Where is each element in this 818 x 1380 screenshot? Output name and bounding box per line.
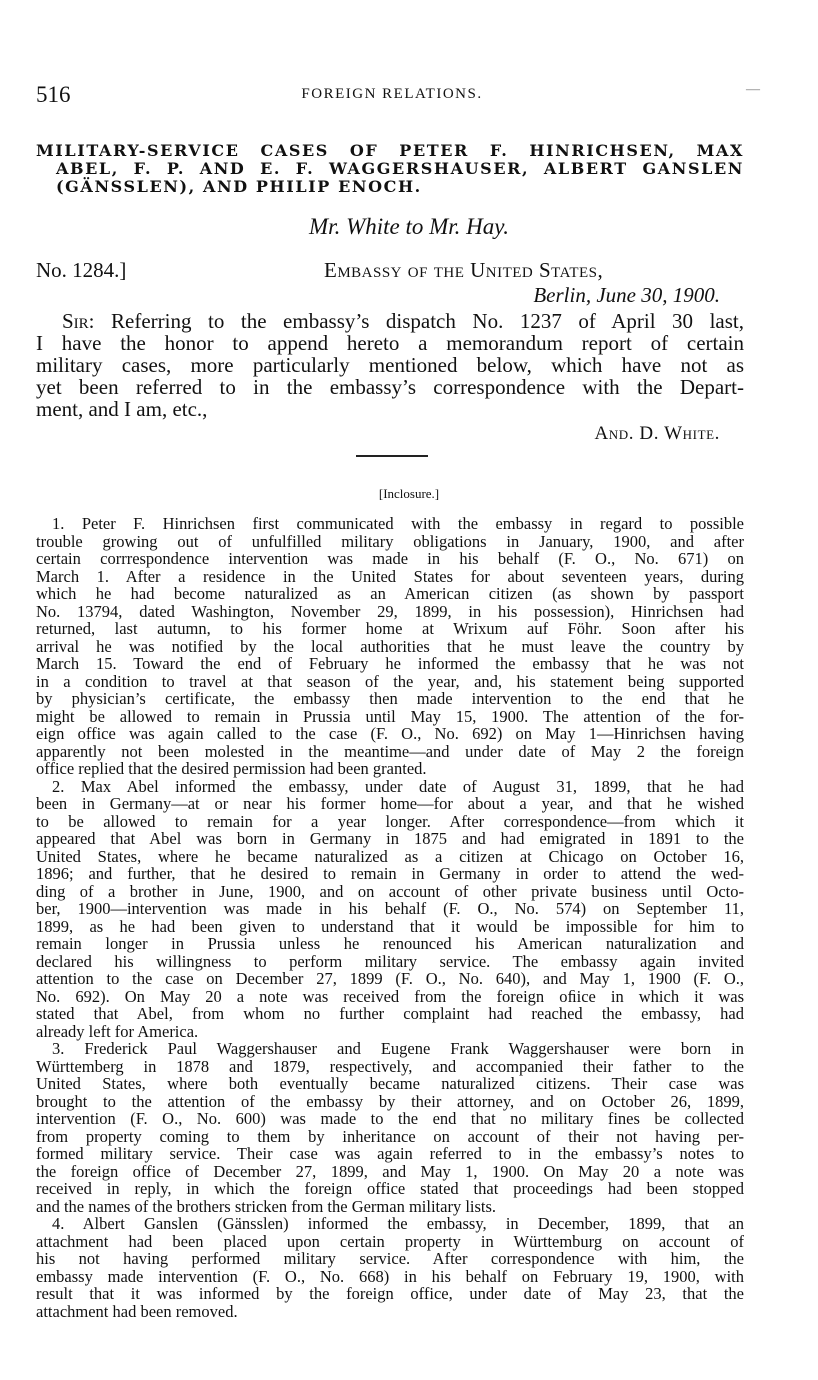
- letter-body-line: yet been referred to in the embassy’s correspondence with the Depart-: [36, 375, 744, 399]
- enclosure-line: brought to the attention of the embassy by their attorney, and on October 26, 1899,: [36, 1091, 744, 1111]
- enclosure-paragraph: [36, 1215, 744, 1320]
- enclosure-line: 2. Max Abel informed the embassy, under date of August 31, 1899, that he had: [52, 776, 744, 796]
- enclosure-line: result that it was informed by the foreign office, under date of May 23, that the: [36, 1284, 744, 1303]
- page-number: 516: [36, 82, 71, 107]
- letter-body-line: I have the honor to append hereto a memorandum report of certain: [36, 331, 744, 355]
- enclosure-line: trouble growing out of unfulfilled military obligations in January, 1900, and after: [36, 531, 744, 551]
- enclosure-paragraph: [36, 515, 744, 778]
- enclosure-line: No. 13794, dated Washington, November 29, 1899, in his possession), Hinrichsen had: [36, 601, 744, 621]
- letter-salutation: Mr. White to Mr. Hay.: [309, 214, 509, 239]
- enclosure-line: his not having performed military service. After correspondence with him, the: [36, 1249, 744, 1268]
- enclosure-line: March 1. After a residence in the United States for about seventeen years, during: [36, 566, 744, 586]
- enclosure-line: which he had become naturalized as an American citizen (as shown by passport: [36, 584, 744, 603]
- enclosure-line: and the names of the brothers stricken from the German military lists.: [36, 1196, 497, 1216]
- page-header: [36, 82, 760, 110]
- enclosure-line: No. 692). On May 20 a note was received from the foreign oﬁice in which it was: [36, 986, 744, 1006]
- enclosure-line: attachment had been removed.: [36, 1301, 238, 1321]
- enclosure-line: the foreign office of December 27, 1899, and May 1, 1900. On May 20 a note was: [36, 1161, 744, 1181]
- enclosure-line: from property coming to them by inheritance on account of their not having per-: [36, 1126, 744, 1146]
- enclosure-line: formed military service. Their case was again referred to in the embassy’s notes to: [36, 1144, 744, 1163]
- enclosure-line: in a condition to travel at that season of the year, and, his statement being supported: [36, 671, 744, 691]
- enclosure-paragraph: [36, 778, 744, 1041]
- enclosure-line: attention to the case on December 27, 1899 (F. O., No. 640), and May 1, 1900 (F. O.,: [36, 969, 744, 988]
- section-title-line: MILITARY-SERVICE CASES OF PETER F. HINRICHSEN, MAX: [36, 141, 744, 160]
- enclosure-line: received in reply, in which the foreign office stated that proceedings had been stopped: [36, 1179, 744, 1198]
- enclosure-line: appeared that Abel was born in Germany in 1875 and had emigrated in 1891 to the: [36, 829, 744, 848]
- section-title-line: (GÄNSSLEN), AND PHILIP ENOCH.: [56, 177, 422, 196]
- enclosure-line: remain longer in Prussia unless he renounced his American naturalization and: [36, 934, 744, 953]
- enclosure-line: by physician’s certificate, the embassy then made intervention to the end that he: [36, 689, 744, 708]
- signature: And. D. White.: [594, 423, 720, 444]
- enclosure-line: declared his willingness to perform military service. The embassy again invited: [36, 951, 744, 971]
- letter-date: Berlin, June 30, 1900.: [533, 283, 720, 307]
- enclosure-line: eign office was again called to the case (F. O., No. 692) on May 1—Hinrichsen having: [36, 724, 744, 743]
- inclosure-label: [Inclosure.]: [378, 486, 440, 501]
- letter-heading: [36, 258, 720, 306]
- enclosure-line: 1. Peter F. Hinrichsen first communicated with the embassy in regard to possible: [52, 514, 744, 533]
- enclosure-line: embassy made intervention (F. O., No. 668) in his behalf on February 19, 1900, with: [36, 1266, 744, 1286]
- letter-body-line: ment, and I am, etc.,: [36, 397, 208, 421]
- enclosure-line: ding of a brother in June, 1900, and on account of other private business until Octo-: [36, 881, 744, 901]
- enclosure-line: intervention (F. O., No. 600) was made to the end that no military fines be collected: [36, 1109, 744, 1128]
- enclosure-line: 1896; and further, that he desired to remain in Germany in order to attend the wed-: [36, 864, 744, 883]
- dispatch-number: No. 1284.]: [36, 258, 127, 282]
- enclosure-line: office replied that the desired permission had been granted.: [36, 759, 427, 778]
- enclosure-line: 3. Frederick Paul Waggershauser and Eugene Frank Waggershauser were born in: [52, 1039, 744, 1058]
- running-title: FOREIGN RELATIONS.: [301, 86, 483, 102]
- enclosure-line: 4. Albert Ganslen (Gänsslen) informed the embassy, in December, 1899, that an: [52, 1214, 744, 1233]
- enclosure-line: apparently not been molested in the meantime—and under date of May 2 the foreign: [36, 741, 744, 761]
- separator-rule: [356, 455, 428, 457]
- enclosure-line: to be allowed to remain for a year longer. After correspondence—from which it: [36, 811, 744, 831]
- section-title-line: ABEL, F. P. AND E. F. WAGGERSHAUSER, ALBERT GANSLEN: [56, 159, 744, 178]
- section-title: [36, 142, 744, 196]
- enclosure-line: already left for America.: [36, 1021, 199, 1041]
- enclosure-line: stated that Abel, from whom no further complaint had reached the embassy, had: [36, 1004, 744, 1023]
- enclosure-line: returned, last autumn, to his former home at Wrixum auf Föhr. Soon after his: [36, 619, 744, 638]
- letter-body: [36, 310, 744, 420]
- enclosure-line: March 15. Toward the end of February he informed the embassy that he was not: [36, 654, 744, 673]
- sir-opening: Sir:: [62, 309, 95, 333]
- letter-body-line: military cases, more particularly mentioned below, which have not as: [36, 353, 744, 377]
- enclosure-body: [36, 515, 744, 1320]
- enclosure-line: United States, where he became naturalized as a citizen at Chicago on October 16,: [36, 846, 744, 866]
- enclosure-line: certain corrrespondence intervention was made in his behalf (F. O., No. 671) on: [36, 549, 744, 568]
- enclosure-line: might be allowed to remain in Prussia until May 15, 1900. The attention of the for-: [36, 706, 744, 726]
- enclosure-line: arrival he was notified by the local authorities that he must leave the country by: [36, 636, 744, 656]
- corner-mark: —: [746, 82, 760, 97]
- enclosure-line: Württemberg in 1878 and 1879, respectively, and accompanied their father to the: [36, 1056, 744, 1076]
- enclosure-line: ber, 1900—intervention was made in his behalf (F. O., No. 574) on September 11,: [36, 899, 744, 918]
- enclosure-line: been in Germany—at or near his former home—for about a year, and that he wished: [36, 794, 744, 813]
- enclosure-line: attachment had been placed upon certain property in Württemburg on account of: [36, 1231, 744, 1251]
- enclosure-line: United States, where both eventually became naturalized citizens. Their case was: [36, 1074, 744, 1093]
- sender-place: Embassy of the United States,: [324, 258, 604, 282]
- enclosure-paragraph: [36, 1040, 744, 1215]
- enclosure-line: 1899, as he had been given to understand that it would be impossible for him to: [36, 916, 744, 936]
- letter-body-line: [36, 310, 744, 332]
- letter-body-text: Referring to the embassy’s dispatch No. 1237 of April 30 last,: [94, 309, 744, 333]
